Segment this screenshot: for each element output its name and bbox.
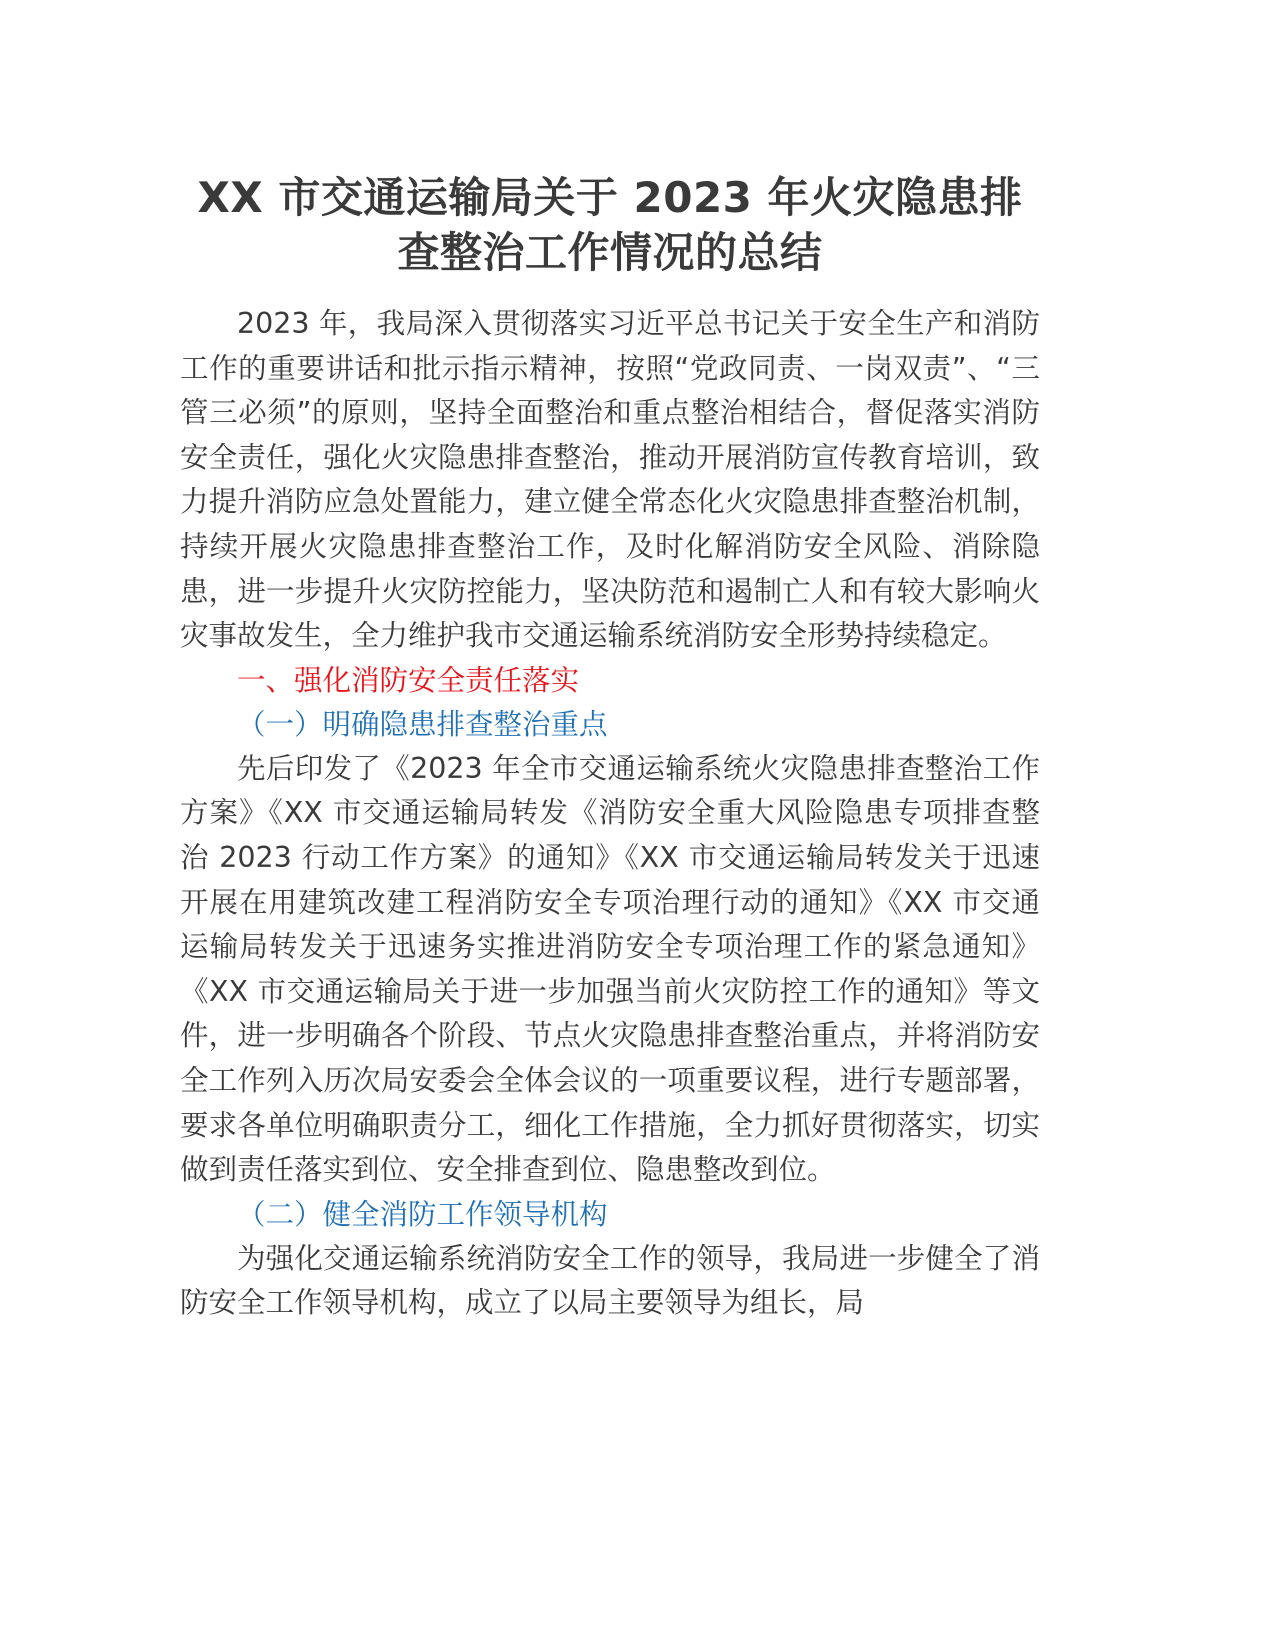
subsection-2-paragraph: 为强化交通运输系统消防安全工作的领导，我局进一步健全了消防安全工作领导机构，成立了以局主要领导为组长，局 <box>180 1241 1040 1320</box>
subsection-1-paragraph: 先后印发了《2023 年全市交通运输系统火灾隐患排查整治工作方案》《XX 市交通运输局转发《消防安全重大风险隐患专项排查整治 2023 行动工作方案》的通知》《XX 市交通运输局转发关于迅速开展在用建筑改建工程消防安全专项治理行动的通知》《XX 市交通运输局转发关于迅速务实推进消防安全专项治理工作的紧急通知》《XX 市交通运输局关于进一步加强当前火灾防控工作的通知》等文件，进一步明确各个阶段、节点火灾隐患排查整治重点，并将消防安全工作列入历次局安委会全体会议的一项重要议程，进行专题部署，要求各单位明确职责分工，细化工作措施，全力抓好贯彻落实，切实做到责任落实到位、安全排查到位、隐患整改到位。 <box>180 751 1040 1187</box>
document-page <box>180 170 1040 1326</box>
title-line-1: XX 市交通运输局关于 2023 年火灾隐患排 <box>197 173 1023 222</box>
document-title <box>180 170 1040 280</box>
intro-paragraph: 2023 年，我局深入贯彻落实习近平总书记关于安全生产和消防工作的重要讲话和批示指示精神，按照“党政同责、一岗双责”、“三管三必须”的原则，坚持全面整治和重点整治相结合，督促落实消防安全责任，强化火灾隐患排查整治，推动开展消防宣传教育培训，致力提升消防应急处置能力，建立健全常态化火灾隐患排查整治机制，持续开展火灾隐患排查整治工作，及时化解消防安全风险、消除隐患，进一步提升火灾防控能力，坚决防范和遏制亡人和有较大影响火灾事故发生，全力维护我市交通运输系统消防安全形势持续稳定。 <box>180 307 1040 653</box>
section-heading-1: 一、强化消防安全责任落实 <box>237 663 580 697</box>
title-line-2: 查整治工作情况的总结 <box>397 228 823 277</box>
subsection-heading-1: （一）明确隐患排查整治重点 <box>237 707 608 741</box>
subsection-heading-2: （二）健全消防工作领导机构 <box>237 1197 608 1231</box>
